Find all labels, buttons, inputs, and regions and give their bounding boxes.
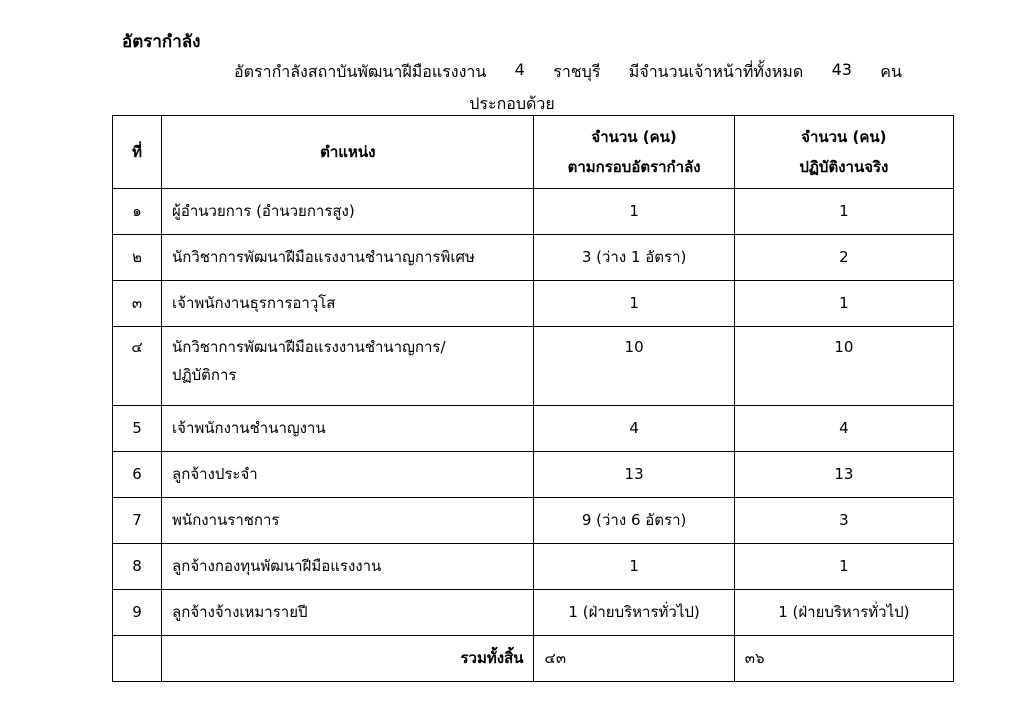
row-position: ลูกจ้างจ้างเหมารายปี [162,590,534,636]
row-no: ๑ [113,189,162,235]
row-no: 9 [113,590,162,636]
row-position: พนักงานราชการ [162,498,534,544]
row-actual: 1 [734,544,953,590]
table-row [113,235,954,281]
row-position: ผู้อำนวยการ (อำนวยการสูง) [162,189,534,235]
row-no: 7 [113,498,162,544]
row-actual: 2 [734,235,953,281]
row-no: 8 [113,544,162,590]
row-position: ลูกจ้างกองทุนพัฒนาฝีมือแรงงาน [162,544,534,590]
intro-text: อัตรากำลังสถาบันพัฒนาฝีมือแรงงาน [234,62,487,81]
page-heading: อัตรากำลัง [122,32,201,52]
header-actual-line2: ปฏิบัติงานจริง [799,158,889,176]
row-quota: 9 (ว่าง 6 อัตรา) [534,498,734,544]
header-position: ตำแหน่ง [162,116,534,189]
intro-total: 43 [831,60,852,79]
total-actual: ๓๖ [734,636,953,682]
row-no: ๓ [113,281,162,327]
row-position: เจ้าพนักงานธุรการอาวุโส [162,281,534,327]
intro-province: ราชบุรี [553,62,601,81]
row-no: ๒ [113,235,162,281]
row-quota: 4 [534,406,734,452]
row-actual: 13 [734,452,953,498]
row-quota: 1 [534,189,734,235]
table-row [113,189,954,235]
row-no: 6 [113,452,162,498]
intro-consists-of: ประกอบด้วย [469,94,555,113]
intro-line [234,60,902,85]
row-quota: 3 (ว่าง 1 อัตรา) [534,235,734,281]
table-header-row [113,116,954,189]
row-position-line2: ปฏิบัติการ [172,366,237,384]
row-no: ๔ [113,327,162,406]
header-no: ที่ [113,116,162,189]
row-position: นักวิชาการพัฒนาฝีมือแรงงานชำนาญการพิเศษ [162,235,534,281]
table-row [113,498,954,544]
total-label: รวมทั้งสิ้น [162,636,534,682]
table-row [113,452,954,498]
row-position: ลูกจ้างประจำ [162,452,534,498]
row-actual: 3 [734,498,953,544]
row-position: เจ้าพนักงานชำนาญงาน [162,406,534,452]
intro-unit: คน [880,62,902,81]
table-row [113,590,954,636]
table-row [113,406,954,452]
row-quota: 10 [534,327,734,406]
staffing-table [112,115,954,682]
table-row [113,327,954,406]
row-quota: 1 [534,544,734,590]
row-actual: 1 [734,281,953,327]
row-actual: 10 [734,327,953,406]
row-quota: 1 [534,281,734,327]
row-actual: 1 [734,189,953,235]
intro-institute-number: 4 [514,60,525,79]
header-actual-line1: จำนวน (คน) [801,128,887,146]
table-total-row [113,636,954,682]
header-quota [534,116,734,189]
intro-staff-text: มีจำนวนเจ้าหน้าที่ทั้งหมด [628,62,804,81]
table-row [113,544,954,590]
row-actual: 1 (ฝ่ายบริหารทั่วไป) [734,590,953,636]
header-quota-line2: ตามกรอบอัตรากำลัง [567,158,701,176]
total-quota: ๔๓ [534,636,734,682]
row-position-line1: นักวิชาการพัฒนาฝีมือแรงงานชำนาญการ/ [172,338,446,356]
row-quota: 13 [534,452,734,498]
total-empty-cell [113,636,162,682]
header-actual [734,116,953,189]
header-quota-line1: จำนวน (คน) [591,128,677,146]
row-position [162,327,534,406]
row-no: 5 [113,406,162,452]
table-row [113,281,954,327]
row-quota: 1 (ฝ่ายบริหารทั่วไป) [534,590,734,636]
row-actual: 4 [734,406,953,452]
